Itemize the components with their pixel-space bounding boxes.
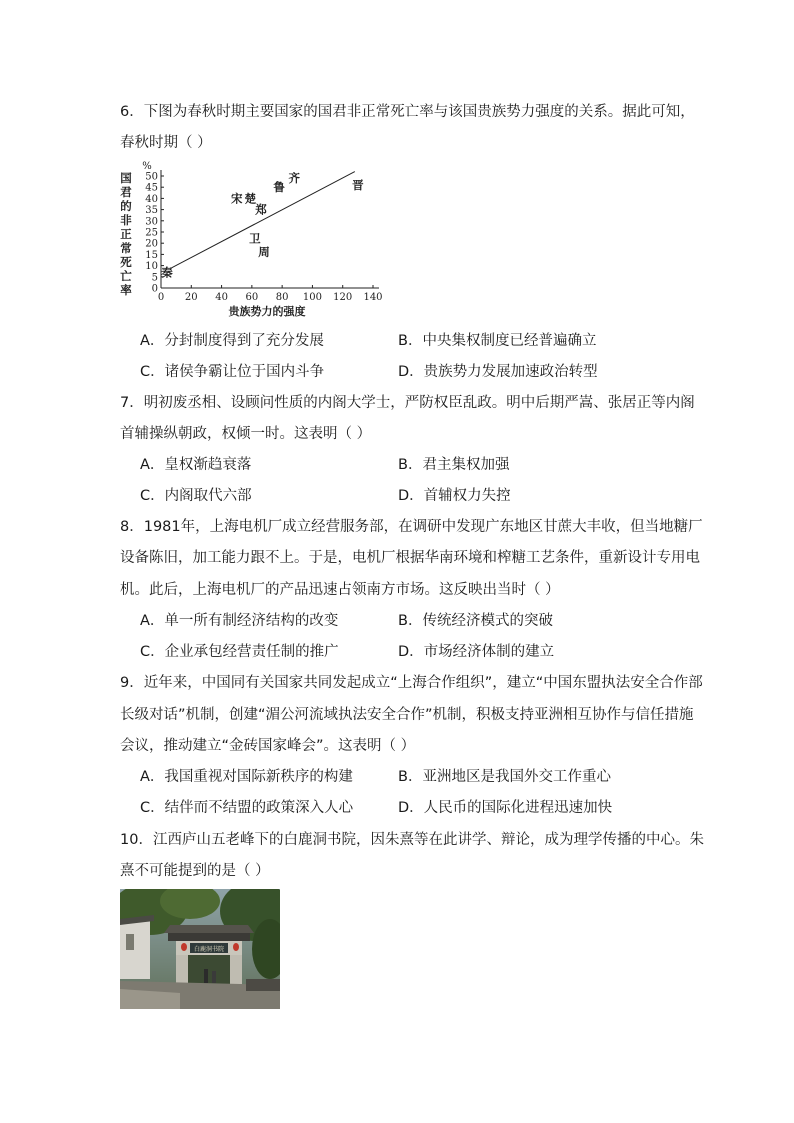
question-6-option-d[interactable]: D．贵族势力发展加速政治转型 bbox=[398, 364, 598, 380]
state-label-鲁: 鲁 bbox=[273, 180, 285, 195]
question-8-option-b[interactable]: B．传统经济模式的突破 bbox=[398, 613, 553, 629]
y-axis-label-char: 的 bbox=[120, 199, 132, 213]
question-8-line-3: 机。此后，上海电机厂的产品迅速占领南方市场。这反映出当时（ ） bbox=[120, 582, 560, 598]
y-axis-label-char: 非 bbox=[120, 213, 132, 227]
state-label-周: 周 bbox=[258, 245, 270, 260]
y-axis-label-char: 亡 bbox=[120, 269, 132, 283]
y-axis-label-char: 君 bbox=[120, 185, 132, 199]
question-8-option-d[interactable]: D．市场经济体制的建立 bbox=[398, 644, 555, 660]
question-6-option-a[interactable]: A．分封制度得到了充分发展 bbox=[140, 333, 324, 349]
x-tick-label: 60 bbox=[245, 292, 259, 303]
question-7-line-1: 7．明初废丞相、设顾问性质的内阁大学士，严防权臣乱政。明中后期严嵩、张居正等内阁 bbox=[120, 395, 695, 411]
y-tick-label: 45 bbox=[145, 182, 158, 194]
question-8-option-c[interactable]: C．企业承包经营责任制的推广 bbox=[140, 644, 339, 660]
state-label-齐: 齐 bbox=[288, 171, 301, 186]
question-9-option-b[interactable]: B．亚洲地区是我国外交工作重心 bbox=[398, 769, 611, 785]
question-7-option-a[interactable]: A．皇权渐趋衰落 bbox=[140, 457, 252, 473]
state-label-楚: 楚 bbox=[244, 191, 257, 206]
question-10-line-2: 熹不可能提到的是（ ） bbox=[120, 863, 270, 879]
x-tick-label: 140 bbox=[363, 292, 383, 303]
state-label-宋: 宋 bbox=[230, 191, 243, 206]
death-rate-chart bbox=[118, 160, 388, 322]
x-tick-label: 100 bbox=[302, 292, 322, 303]
x-tick-label: 0 bbox=[157, 292, 165, 303]
question-7-option-c[interactable]: C．内阁取代六部 bbox=[140, 488, 252, 504]
question-9-line-1: 9．近年来，中国同有关国家共同发起成立“上海合作组织”，建立“中国东盟执法安全合作部 bbox=[120, 675, 703, 691]
question-6-line-2: 春秋时期（ ） bbox=[120, 135, 212, 151]
x-tick-label: 120 bbox=[333, 292, 353, 303]
y-tick-label: 25 bbox=[145, 227, 158, 239]
y-axis-label-char: 率 bbox=[120, 283, 132, 297]
question-7-option-d[interactable]: D．首辅权力失控 bbox=[398, 488, 511, 504]
question-9-option-c[interactable]: C．结伴而不结盟的政策深入人心 bbox=[140, 800, 354, 816]
question-6-option-b[interactable]: B．中央集权制度已经普遍确立 bbox=[398, 333, 597, 349]
state-label-晋: 晋 bbox=[352, 177, 364, 192]
question-6-line-1: 6．下图为春秋时期主要国家的国君非正常死亡率与该国贵族势力强度的关系。据此可知， bbox=[120, 104, 695, 120]
state-label-卫: 卫 bbox=[249, 231, 261, 246]
y-tick-label: 5 bbox=[151, 272, 158, 284]
state-label-郑: 郑 bbox=[255, 202, 267, 217]
y-tick-label: 10 bbox=[145, 261, 158, 273]
y-tick-label: 15 bbox=[145, 249, 158, 261]
question-9-line-2: 长级对话”机制，创建“湄公河流域执法安全合作”机制，积极支持亚洲相互协作与信任措施 bbox=[120, 707, 694, 723]
x-tick-label: 40 bbox=[215, 292, 228, 303]
y-tick-label: 30 bbox=[145, 216, 158, 228]
question-9-option-d[interactable]: D．人民币的国际化进程迅速加快 bbox=[398, 800, 613, 816]
question-7-line-2: 首辅操纵朝政，权倾一时。这表明（ ） bbox=[120, 426, 372, 442]
question-8-line-2: 设备陈旧，加工能力跟不上。于是，电机厂根据华南环境和榨糖工艺条件，重新设计专用电 bbox=[120, 550, 700, 566]
x-axis-label: 贵族势力的强度 bbox=[228, 305, 306, 318]
question-10-line-1: 10．江西庐山五老峰下的白鹿洞书院，因朱熹等在此讲学、辩论，成为理学传播的中心。朱 bbox=[120, 832, 704, 848]
y-tick-label: 20 bbox=[145, 238, 158, 250]
y-tick-label: 35 bbox=[145, 205, 158, 217]
question-9-line-3: 会议，推动建立“金砖国家峰会”。这表明（ ） bbox=[120, 738, 416, 754]
question-6-option-c[interactable]: C．诸侯争霸让位于国内斗争 bbox=[140, 364, 325, 380]
question-8-option-a[interactable]: A．单一所有制经济结构的改变 bbox=[140, 613, 339, 629]
x-tick-label: 20 bbox=[184, 292, 198, 303]
gate-plaque-text: 白鹿洞书院 bbox=[193, 946, 225, 953]
y-axis-label-char: 国 bbox=[120, 171, 132, 185]
y-axis-label-char: 常 bbox=[120, 241, 132, 255]
y-axis-label-char: 死 bbox=[120, 255, 132, 269]
x-tick-label: 80 bbox=[275, 292, 289, 303]
y-tick-label: 0 bbox=[151, 283, 158, 295]
state-label-秦: 秦 bbox=[161, 265, 173, 280]
y-tick-label: 40 bbox=[145, 193, 158, 205]
y-tick-label: 50 bbox=[145, 171, 158, 183]
question-8-line-1: 8．1981年，上海电机厂成立经营服务部，在调研中发现广东地区甘蔗大丰收，但当地糖厂 bbox=[120, 519, 703, 535]
y-unit-label: % bbox=[142, 161, 152, 172]
bailudong-academy-photo bbox=[120, 889, 280, 1009]
y-axis-label-char: 正 bbox=[120, 227, 132, 241]
question-7-option-b[interactable]: B．君主集权加强 bbox=[398, 457, 510, 473]
question-9-option-a[interactable]: A．我国重视对国际新秩序的构建 bbox=[140, 769, 353, 785]
